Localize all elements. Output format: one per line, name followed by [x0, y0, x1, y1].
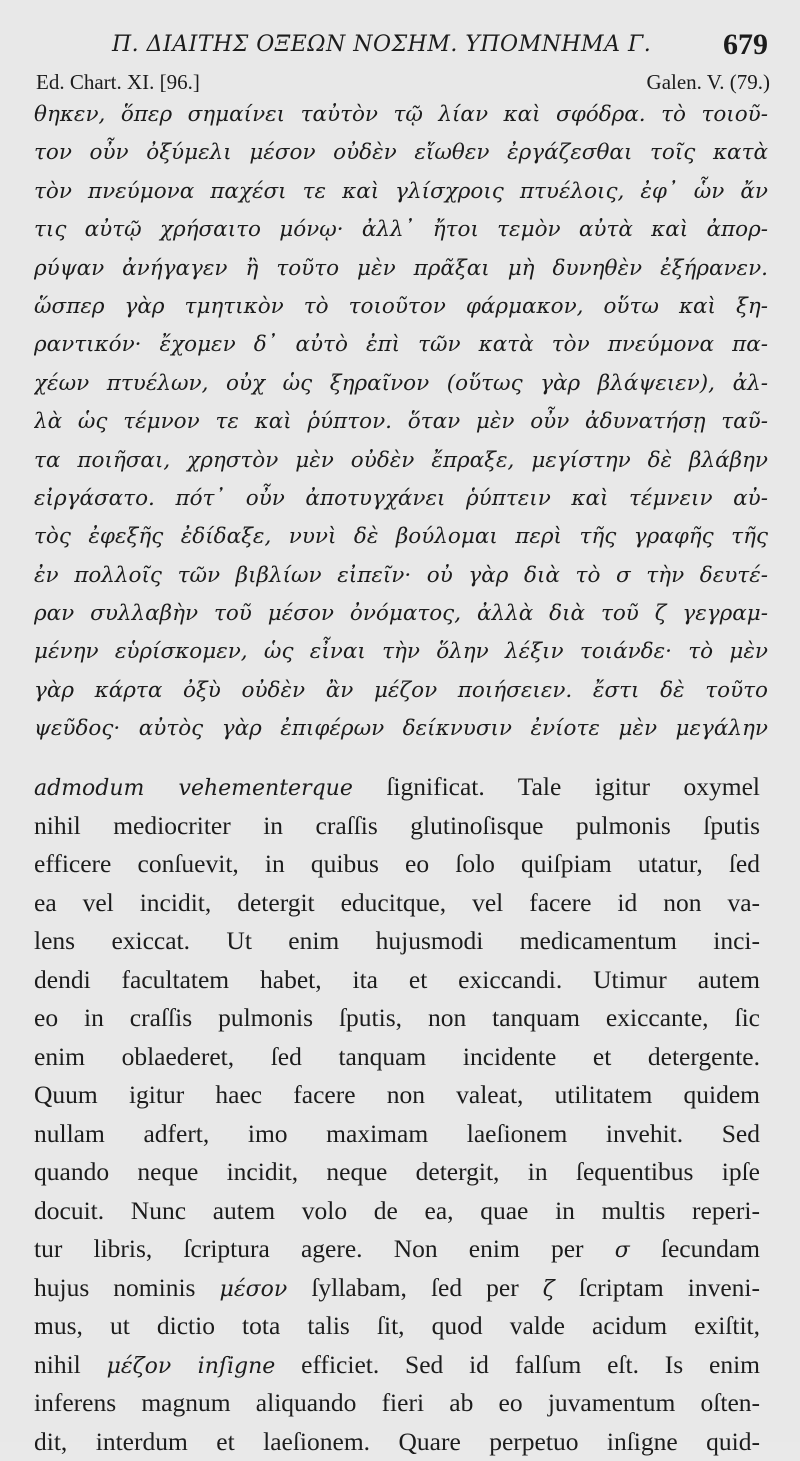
greek-text-block — [34, 96, 768, 749]
latin-line: nullam adfert, imo maximam laeſionem invehit. Sed — [34, 1115, 760, 1154]
latin-line: ea vel incidit, detergit educitque, vel facere id non va- — [34, 884, 760, 923]
latin-line-text: ſecundam — [661, 1234, 760, 1263]
greek-line: ραν συλλαβὴν τοῦ μέσον ὀνόματος, ἀλλὰ διὰ τοῦ ζ γεγραμ- — [34, 595, 768, 633]
latin-text-block — [34, 768, 760, 1461]
latin-line: efficere conſuevit, in quibus eo ſolo quiſpiam utatur, ſed — [34, 845, 760, 884]
latin-line — [34, 768, 760, 807]
latin-line: mus, ut dictio tota talis ſit, quod valde acidum exiſtit, — [34, 1307, 760, 1346]
greek-line: θηκεν, ὅπερ σημαίνει ταὐτὸν τῷ λίαν καὶ σφόδρα. τὸ τοιοῦ- — [34, 96, 768, 134]
italic-phrase: μέζον inſigne — [107, 1354, 276, 1379]
latin-line: dit, interdum et laeſionem. Quare perpetuo inſigne quid- — [34, 1423, 760, 1461]
latin-line — [34, 1230, 760, 1269]
latin-line: nihil mediocriter in craſſis glutinoſisque pulmonis ſputis — [34, 807, 760, 846]
greek-line: τὸς ἐφεξῆς ἐδίδαξε, νυνὶ δὲ βούλομαι περὶ τῆς γραφῆς τῆς — [34, 518, 768, 556]
greek-line: ρύψαν ἀνήγαγεν ἢ τοῦτο μὲν πρᾶξαι μὴ δυνηθὲν ἐξήρανεν. — [34, 250, 768, 288]
italic-phrase: admodum vehementerque — [34, 776, 353, 801]
greek-line: τον οὖν ὀξύμελι μέσον οὐδὲν εἴωθεν ἐργάζεσθαι τοῖς κατὰ — [34, 134, 768, 172]
latin-line: lens exiccat. Ut enim hujusmodi medicamentum inci- — [34, 922, 760, 961]
greek-line: τα ποιῆσαι, χρηστὸν μὲν οὐδὲν ἔπραξε, μεγίστην δὲ βλάβην — [34, 442, 768, 480]
latin-line — [34, 1346, 760, 1385]
latin-line-text: nihil — [34, 1350, 81, 1379]
greek-line: γὰρ κάρτα ὀξὺ οὐδὲν ἂν μέζον ποιήσειεν. ἔστι δὲ τοῦτο — [34, 672, 768, 710]
greek-line: τις αὐτῷ χρήσαιτο μόνῳ· ἀλλ᾽ ἤτοι τεμὸν αὐτὰ καὶ ἀπορ- — [34, 211, 768, 249]
greek-line: χέων πτυέλων, οὐχ ὡς ξηραῖνον (οὕτως γὰρ βλάψειεν), ἀλ- — [34, 365, 768, 403]
running-title: Π. ΔΙΑΙΤΗΣ ΟΞΕΩΝ ΝΟΣΗΜ. ΥΠΟΜΝΗΜΑ Γ. — [112, 32, 651, 57]
latin-line-text: tur libris, ſcriptura agere. Non enim per — [34, 1234, 584, 1263]
greek-line: μένην εὑρίσκομεν, ὡς εἶναι τὴν ὅλην λέξιν τοιάνδε· τὸ μὲν — [34, 633, 768, 671]
edition-galen-reference: Galen. V. (79.) — [647, 70, 770, 95]
edition-chartier-reference: Ed. Chart. XI. [96.] — [36, 70, 200, 95]
greek-line: τὸν πνεύμονα παχέσι τε καὶ γλίσχροις πτυέλοις, ἐφ᾽ ὧν ἄν — [34, 173, 768, 211]
latin-line: enim oblaederet, ſed tanquam incidente et detergente. — [34, 1038, 760, 1077]
greek-line: ραντικόν· ἔχομεν δ᾽ αὐτὸ ἐπὶ τῶν κατὰ τὸν πνεύμονα πα- — [34, 326, 768, 364]
latin-line: inferens magnum aliquando fieri ab eo juvamentum oſten- — [34, 1384, 760, 1423]
page-number: 679 — [723, 28, 768, 62]
latin-line: eo in craſſis pulmonis ſputis, non tanquam exiccante, ſic — [34, 999, 760, 1038]
latin-line: docuit. Nunc autem volo de ea, quae in multis reperi- — [34, 1192, 760, 1231]
latin-line-text: efficiet. Sed id falſum eſt. Is enim — [301, 1350, 760, 1379]
italic-greek-letter: ζ — [543, 1277, 555, 1302]
latin-line: quando neque incidit, neque detergit, in ſequentibus ipſe — [34, 1153, 760, 1192]
running-head — [0, 28, 800, 68]
greek-line: ψεῦδος· αὐτὸς γὰρ ἐπιφέρων δείκνυσιν ἐνίοτε μὲν μεγάλην — [34, 710, 768, 748]
greek-line: ἐν πολλοῖς τῶν βιβλίων εἰπεῖν· οὐ γὰρ διὰ τὸ σ τὴν δευτέ- — [34, 557, 768, 595]
greek-line: εἰργάσατο. πότ᾽ οὖν ἀποτυγχάνει ῥύπτειν καὶ τέμνειν αὐ- — [34, 480, 768, 518]
latin-line: Quum igitur haec facere non valeat, utilitatem quidem — [34, 1076, 760, 1115]
latin-line-text: ſyllabam, ſed per — [311, 1273, 518, 1302]
greek-line: λὰ ὡς τέμνον τε καὶ ῥύπτον. ὅταν μὲν οὖν ἀδυνατήσῃ ταῦ- — [34, 403, 768, 441]
latin-line-text: ſignificat. Tale igitur oxymel — [386, 772, 760, 801]
latin-line — [34, 1269, 760, 1308]
latin-line-text: ſcriptam inveni- — [579, 1273, 760, 1302]
latin-line-text: hujus nominis — [34, 1273, 195, 1302]
latin-line: dendi facultatem habet, ita et exiccandi. Utimur autem — [34, 961, 760, 1000]
italic-greek-word: μέσον — [220, 1277, 288, 1302]
greek-line: ὥσπερ γὰρ τμητικὸν τὸ τοιοῦτον φάρμακον, οὕτω καὶ ξη- — [34, 288, 768, 326]
italic-greek-letter: σ — [615, 1238, 630, 1263]
